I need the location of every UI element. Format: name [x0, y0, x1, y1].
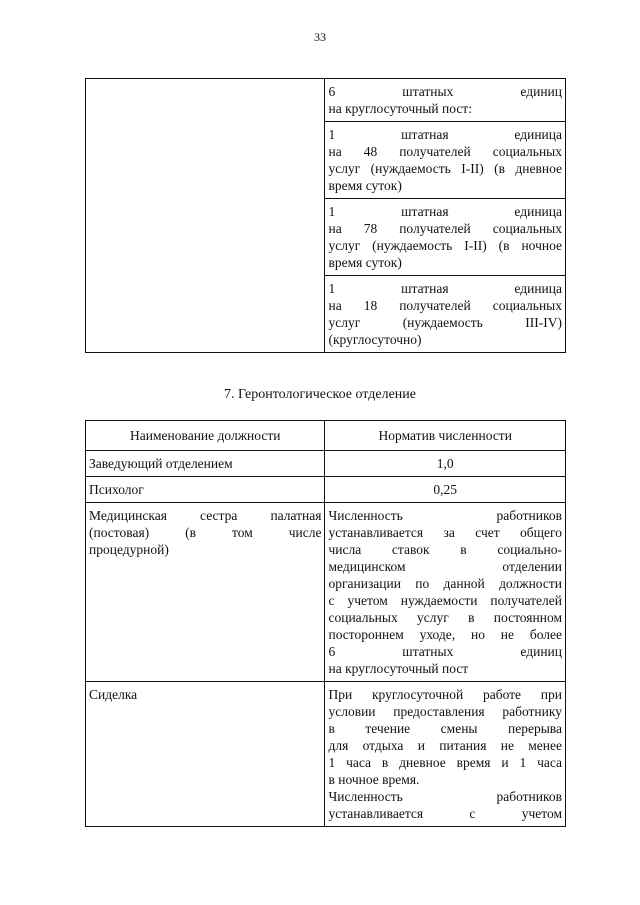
table-row — [86, 451, 566, 477]
position-line: (постовая) (в том числе — [89, 525, 322, 540]
norm-cell: 1,0 — [325, 451, 566, 477]
norm-line: с учетом нуждаемости получателей — [328, 593, 562, 608]
norm-line: 1 штатная единица — [328, 127, 562, 142]
norm-cell: 0,25 — [325, 477, 566, 503]
table-row — [86, 503, 566, 682]
table-row — [86, 477, 566, 503]
norm-line: 1 часа в дневное время и 1 часа — [328, 755, 562, 770]
norm-line: в течение смены перерыва — [328, 721, 562, 736]
norm-line: При круглосуточной работе при — [328, 687, 562, 702]
table-header-row — [86, 421, 566, 451]
norm-line: 1 штатная единица — [328, 281, 562, 296]
norm-cell — [325, 199, 566, 276]
norm-line: на круглосуточный пост — [328, 661, 469, 676]
page-number: 33 — [314, 30, 326, 44]
norm-cell — [325, 276, 566, 353]
norm-line: организации по данной должности — [328, 576, 562, 591]
norm-line: медицинском отделении — [328, 559, 562, 574]
norm-cell — [325, 503, 566, 682]
position-line: процедурной) — [89, 542, 169, 557]
position-cell: Психолог — [86, 477, 325, 503]
norm-line: устанавливается за счет общего — [328, 525, 562, 540]
table-row — [86, 682, 566, 827]
norm-line: Численность работников — [328, 789, 562, 804]
position-cell: Сиделка — [86, 682, 325, 827]
section-title: 7. Геронтологическое отделение — [224, 387, 416, 402]
staffing-continuation-table — [85, 78, 566, 353]
position-line: Медицинская сестра палатная — [89, 508, 322, 523]
norm-line: 1 штатная единица — [328, 204, 562, 219]
norm-line: услуг (нуждаемость I-II) (в дневное — [328, 161, 562, 176]
norm-line: (круглосуточно) — [328, 332, 422, 347]
norm-line: в ночное время. — [328, 772, 420, 787]
norm-line: 6 штатных единиц — [328, 644, 562, 659]
norm-line: устанавливается с учетом — [328, 806, 562, 821]
norm-line: на 78 получателей социальных — [328, 221, 562, 236]
norm-line: 6 штатных единиц — [328, 84, 562, 99]
norm-line: числа ставок в социально- — [328, 542, 562, 557]
norm-line: на круглосуточный пост: — [328, 101, 472, 116]
norm-line: на 18 получателей социальных — [328, 298, 562, 313]
norm-line: услуг (нуждаемость I-II) (в ночное — [328, 238, 562, 253]
table-row — [86, 79, 566, 122]
position-cell: Заведующий отделением — [86, 451, 325, 477]
position-cell — [86, 503, 325, 682]
norm-line: услуг (нуждаемость III-IV) — [328, 315, 562, 330]
position-cell-empty — [86, 79, 325, 353]
norm-line: условии предоставления работнику — [328, 704, 562, 719]
column-header-norm: Норматив численности — [325, 421, 566, 451]
norm-line: постороннем уходе, но не более — [328, 627, 562, 642]
norm-cell — [325, 682, 566, 827]
norm-cell — [325, 79, 566, 122]
norm-line: Численность работников — [328, 508, 562, 523]
norm-line: на 48 получателей социальных — [328, 144, 562, 159]
norm-line: для отдыха и питания не менее — [328, 738, 562, 753]
gerontology-staffing-table — [85, 420, 566, 827]
column-header-position: Наименование должности — [86, 421, 325, 451]
norm-cell — [325, 122, 566, 199]
norm-line: время суток) — [328, 178, 402, 193]
norm-line: время суток) — [328, 255, 402, 270]
norm-line: социальных услуг в постоянном — [328, 610, 562, 625]
